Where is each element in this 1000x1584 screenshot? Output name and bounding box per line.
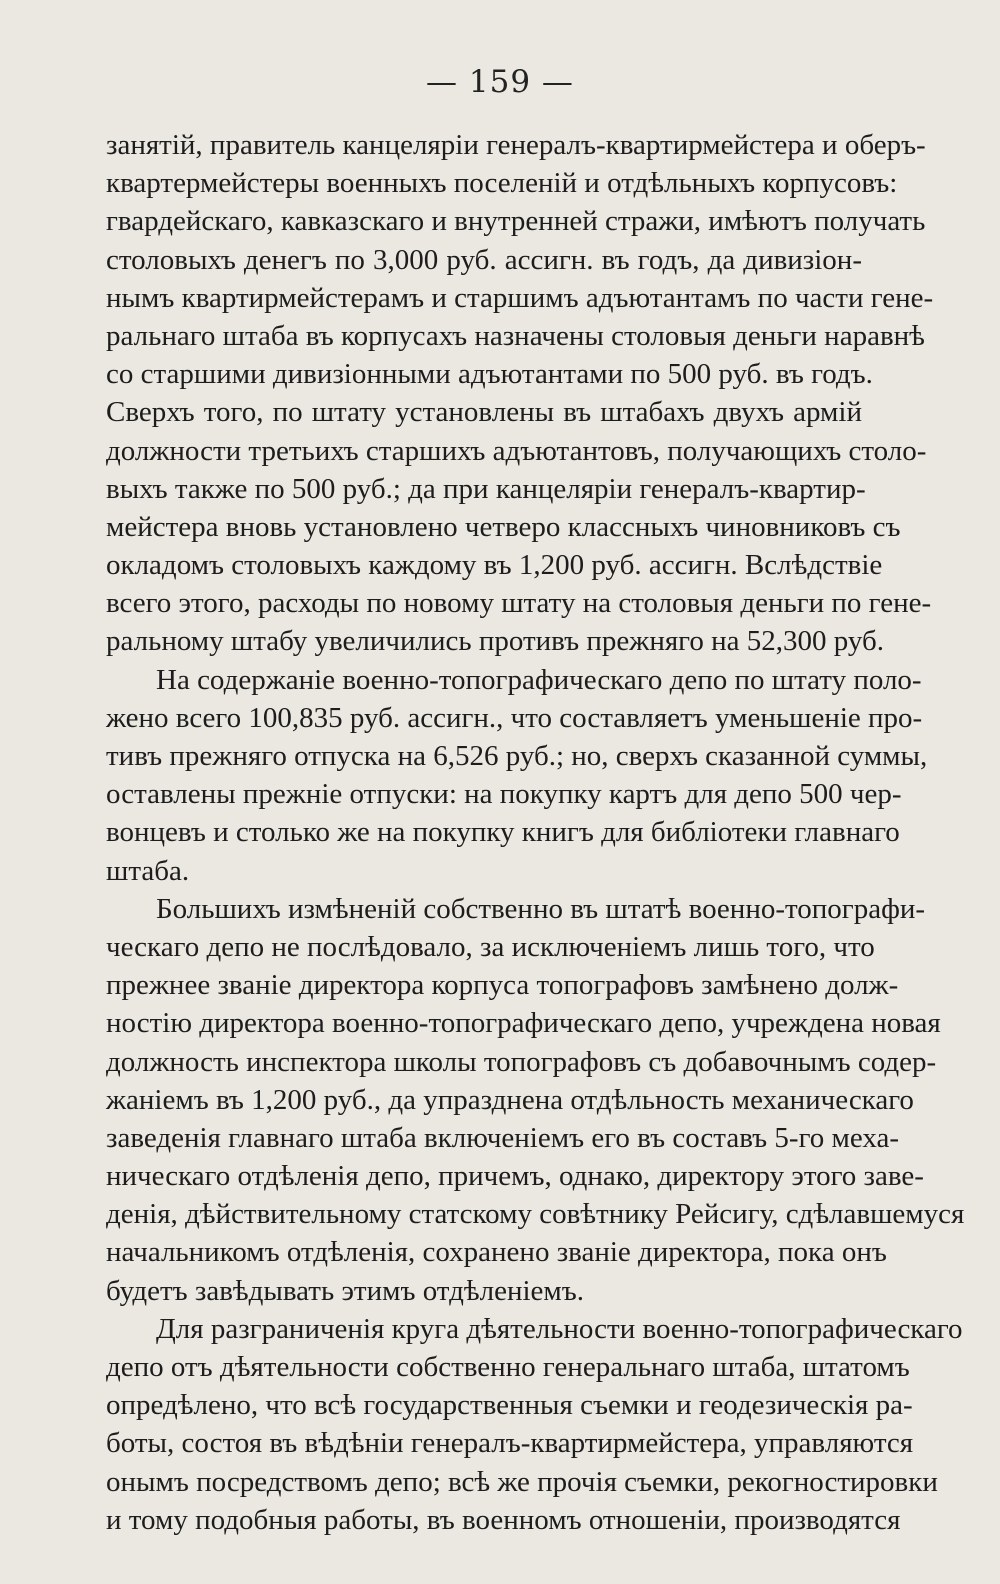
body-text: [106, 126, 965, 1539]
text-line: начальникомъ отдѣленія, сохранено званіе директора, пока онъ: [106, 1236, 887, 1269]
text-line: жено всего 100,835 руб. ассигн., что составляетъ уменьшеніе про-: [106, 701, 923, 734]
text-line: опредѣлено, что всѣ государственныя съемки и геодезическія ра-: [106, 1389, 913, 1422]
paragraph: [106, 126, 934, 661]
text-line: ральному штабу увеличились противъ прежняго на 52,300 руб.: [106, 625, 884, 658]
text-line: ническаго отдѣленія депо, причемъ, однако, директору этого заве-: [106, 1160, 924, 1193]
text-line: выхъ также по 500 руб.; да при канцеляріи генералъ-квартир-: [106, 472, 866, 505]
text-line: Для разграниченія круга дѣятельности военно-топографическаго: [156, 1312, 963, 1345]
text-line: боты, состоя въ вѣдѣніи генералъ-квартирмейстера, управляются: [106, 1427, 914, 1460]
text-line: гвардейскаго, кавказскаго и внутренней стражи, имѣютъ получать: [106, 205, 926, 238]
text-line: депо отъ дѣятельности собственно генеральнаго штаба, штатомъ: [106, 1351, 910, 1383]
text-line: онымъ посредствомъ депо; всѣ же прочія съемки, рекогностировки: [106, 1465, 938, 1498]
text-line: со старшими дивизіонными адъютантами по 500 руб. въ годъ.: [106, 358, 873, 391]
text-line: ральнаго штаба въ корпусахъ назначены столовыя деньги наравнѣ: [106, 319, 925, 352]
text-line: денія, дѣйствительному статскому совѣтнику Рейсигу, сдѣлавшемуся: [106, 1198, 965, 1231]
text-line: должности третьихъ старшихъ адъютантовъ, получающихъ столо-: [106, 434, 927, 467]
text-line: и тому подобныя работы, въ военномъ отношеніи, производятся: [106, 1503, 901, 1536]
text-line: Большихъ измѣненій собственно въ штатѣ военно-топографи-: [156, 892, 926, 925]
text-line: вонцевъ и столько же на покупку книгъ для библіотеки главнаго: [106, 816, 900, 849]
text-line: занятій, правитель канцеляріи генералъ-квартирмейстера и оберъ-: [106, 129, 926, 161]
page-number: — 159 —: [426, 64, 574, 100]
text-line: мейстера вновь установлено четверо классныхъ чиновниковъ съ: [106, 510, 901, 543]
text-line: должность инспектора школы топографовъ съ добавочнымъ содер-: [106, 1045, 937, 1078]
text-line: будетъ завѣдывать этимъ отдѣленіемъ.: [106, 1274, 584, 1307]
text-line: заведенія главнаго штаба включеніемъ его въ составъ 5-го меха-: [106, 1121, 899, 1154]
text-line: квартермейстеры военныхъ поселеній и отдѣльныхъ корпусовъ:: [106, 167, 898, 200]
text-line: штаба.: [106, 854, 190, 887]
text-line: всего этого, расходы по новому штату на столовыя деньги по гене-: [106, 587, 932, 620]
text-line: окладомъ столовыхъ каждому въ 1,200 руб. ассигн. Вслѣдствіе: [106, 549, 883, 582]
text-line: прежнее званіе директора корпуса топографовъ замѣнено долж-: [106, 969, 899, 1002]
text-line: оставлены прежніе отпуски: на покупку картъ для депо 500 чер-: [106, 778, 902, 811]
text-line: жаніемъ въ 1,200 руб., да упразднена отдѣльность механическаго: [106, 1083, 914, 1116]
paragraph: [106, 1310, 963, 1539]
paragraph: [106, 661, 928, 890]
text-line: Сверхъ того, по штату установлены въ штабахъ двухъ армій: [106, 396, 862, 429]
text-line: ческаго депо не послѣдовало, за исключеніемъ лишь того, что: [106, 930, 875, 963]
text-line: нымъ квартирмейстерамъ и старшимъ адъютантамъ по части гене-: [106, 281, 934, 314]
text-line: тивъ прежняго отпуска на 6,526 руб.; но, сверхъ сказанной суммы,: [106, 740, 928, 772]
text-line: ностію директора военно-топографическаго депо, учреждена новая: [106, 1007, 941, 1040]
text-line: На содержаніе военно-топографическаго депо по штату поло-: [156, 663, 922, 696]
paragraph: [106, 890, 965, 1310]
text-line: столовыхъ денегъ по 3,000 руб. ассигн. въ годъ, да дивизіон-: [106, 243, 862, 276]
